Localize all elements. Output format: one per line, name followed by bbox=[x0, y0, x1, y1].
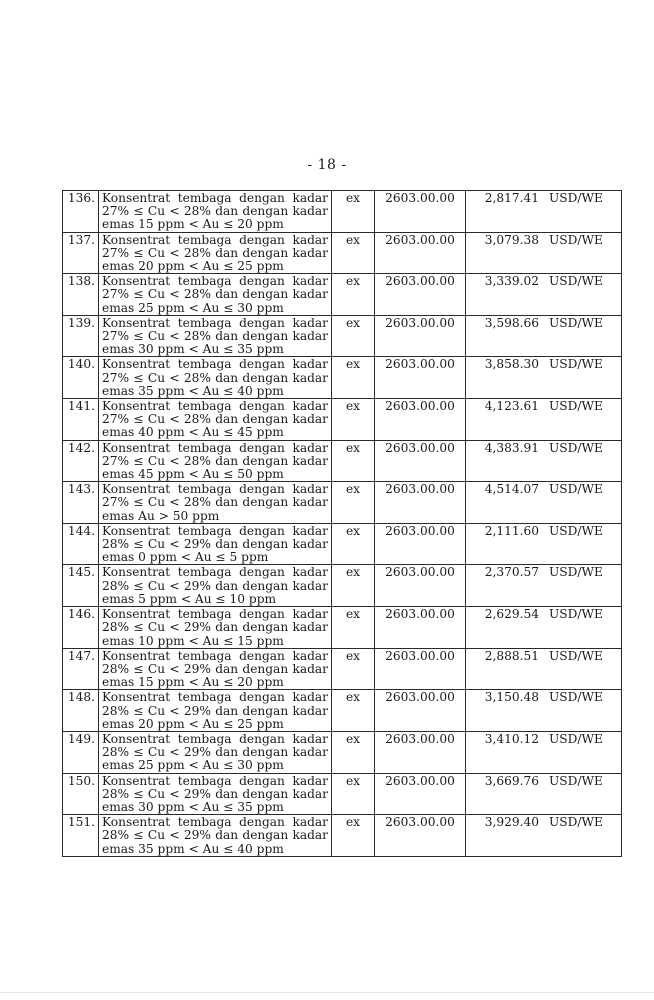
price-amount: 3,150.48 bbox=[484, 690, 539, 705]
price-unit: USD/WE bbox=[549, 274, 603, 289]
hs-code: 2603.00.00 bbox=[375, 565, 466, 607]
row-number: 148. bbox=[63, 690, 99, 732]
price-amount: 3,669.76 bbox=[484, 773, 539, 788]
product-description: Konsentrat tembaga dengan kadar 28% ≤ Cu < 29% dan dengan kadar emas 10 ppm < Au ≤ 15 ppm bbox=[99, 607, 332, 649]
price-unit: USD/WE bbox=[549, 607, 603, 622]
hs-code: 2603.00.00 bbox=[375, 731, 466, 773]
table-row bbox=[63, 648, 622, 690]
ex-marker: ex bbox=[332, 731, 375, 773]
table-row bbox=[63, 565, 622, 607]
reference-price-cell bbox=[466, 274, 622, 316]
price-amount: 3,929.40 bbox=[484, 815, 539, 830]
product-description: Konsentrat tembaga dengan kadar 27% ≤ Cu < 28% dan dengan kadar emas 15 ppm < Au ≤ 20 ppm bbox=[99, 191, 332, 233]
table-row bbox=[63, 315, 622, 357]
product-description: Konsentrat tembaga dengan kadar 27% ≤ Cu < 28% dan dengan kadar emas 25 ppm < Au ≤ 30 ppm bbox=[99, 274, 332, 316]
row-number: 147. bbox=[63, 648, 99, 690]
table-row bbox=[63, 690, 622, 732]
hs-code: 2603.00.00 bbox=[375, 523, 466, 565]
row-number: 136. bbox=[63, 191, 99, 233]
product-description: Konsentrat tembaga dengan kadar 28% ≤ Cu < 29% dan dengan kadar emas 20 ppm < Au ≤ 25 ppm bbox=[99, 690, 332, 732]
row-number: 141. bbox=[63, 399, 99, 441]
table-row bbox=[63, 399, 622, 441]
reference-price-cell bbox=[466, 648, 622, 690]
price-unit: USD/WE bbox=[549, 565, 603, 580]
table-row bbox=[63, 523, 622, 565]
row-number: 144. bbox=[63, 523, 99, 565]
product-description: Konsentrat tembaga dengan kadar 28% ≤ Cu < 29% dan dengan kadar emas 5 ppm < Au ≤ 10 ppm bbox=[99, 565, 332, 607]
price-amount: 2,629.54 bbox=[484, 607, 539, 622]
product-description: Konsentrat tembaga dengan kadar 27% ≤ Cu < 28% dan dengan kadar emas 20 ppm < Au ≤ 25 ppm bbox=[99, 232, 332, 274]
reference-price-cell bbox=[466, 815, 622, 857]
table-row bbox=[63, 773, 622, 815]
reference-price-cell bbox=[466, 191, 622, 233]
hs-code: 2603.00.00 bbox=[375, 315, 466, 357]
table-row bbox=[63, 482, 622, 524]
hs-code: 2603.00.00 bbox=[375, 232, 466, 274]
price-unit: USD/WE bbox=[549, 357, 603, 372]
product-description: Konsentrat tembaga dengan kadar 27% ≤ Cu < 28% dan dengan kadar emas 45 ppm < Au ≤ 50 ppm bbox=[99, 440, 332, 482]
footer-divider bbox=[0, 992, 654, 993]
reference-price-cell bbox=[466, 482, 622, 524]
product-description: Konsentrat tembaga dengan kadar 28% ≤ Cu < 29% dan dengan kadar emas 0 ppm < Au ≤ 5 ppm bbox=[99, 523, 332, 565]
row-number: 140. bbox=[63, 357, 99, 399]
hs-code: 2603.00.00 bbox=[375, 607, 466, 649]
price-unit: USD/WE bbox=[549, 482, 603, 497]
table-row bbox=[63, 815, 622, 857]
row-number: 137. bbox=[63, 232, 99, 274]
price-unit: USD/WE bbox=[549, 690, 603, 705]
ex-marker: ex bbox=[332, 357, 375, 399]
ex-marker: ex bbox=[332, 191, 375, 233]
row-number: 138. bbox=[63, 274, 99, 316]
product-description: Konsentrat tembaga dengan kadar 28% ≤ Cu < 29% dan dengan kadar emas 25 ppm < Au ≤ 30 ppm bbox=[99, 731, 332, 773]
ex-marker: ex bbox=[332, 440, 375, 482]
product-description: Konsentrat tembaga dengan kadar 28% ≤ Cu < 29% dan dengan kadar emas 35 ppm < Au ≤ 40 ppm bbox=[99, 815, 332, 857]
ex-marker: ex bbox=[332, 232, 375, 274]
reference-price-cell bbox=[466, 731, 622, 773]
reference-price-cell bbox=[466, 232, 622, 274]
reference-price-cell bbox=[466, 773, 622, 815]
row-number: 150. bbox=[63, 773, 99, 815]
ex-marker: ex bbox=[332, 565, 375, 607]
price-amount: 4,514.07 bbox=[484, 482, 539, 497]
hs-code: 2603.00.00 bbox=[375, 690, 466, 732]
price-amount: 2,111.60 bbox=[484, 523, 539, 538]
price-unit: USD/WE bbox=[549, 731, 603, 746]
price-unit: USD/WE bbox=[549, 399, 603, 414]
ex-marker: ex bbox=[332, 315, 375, 357]
price-unit: USD/WE bbox=[549, 773, 603, 788]
price-unit: USD/WE bbox=[549, 523, 603, 538]
hs-code: 2603.00.00 bbox=[375, 274, 466, 316]
ex-marker: ex bbox=[332, 773, 375, 815]
product-description: Konsentrat tembaga dengan kadar 27% ≤ Cu < 28% dan dengan kadar emas 35 ppm < Au ≤ 40 ppm bbox=[99, 357, 332, 399]
price-amount: 3,079.38 bbox=[484, 232, 539, 247]
price-amount: 2,370.57 bbox=[484, 565, 539, 580]
row-number: 139. bbox=[63, 315, 99, 357]
ex-marker: ex bbox=[332, 523, 375, 565]
ex-marker: ex bbox=[332, 815, 375, 857]
hs-code: 2603.00.00 bbox=[375, 482, 466, 524]
row-number: 149. bbox=[63, 731, 99, 773]
hs-code: 2603.00.00 bbox=[375, 773, 466, 815]
reference-price-cell bbox=[466, 399, 622, 441]
price-amount: 3,598.66 bbox=[484, 315, 539, 330]
ex-marker: ex bbox=[332, 607, 375, 649]
price-unit: USD/WE bbox=[549, 315, 603, 330]
reference-price-cell bbox=[466, 523, 622, 565]
price-unit: USD/WE bbox=[549, 232, 603, 247]
reference-price-cell bbox=[466, 357, 622, 399]
tariff-table-body bbox=[63, 191, 622, 857]
table-row bbox=[63, 274, 622, 316]
price-unit: USD/WE bbox=[549, 815, 603, 830]
hs-code: 2603.00.00 bbox=[375, 440, 466, 482]
price-amount: 2,888.51 bbox=[484, 648, 539, 663]
reference-price-cell bbox=[466, 440, 622, 482]
price-amount: 2,817.41 bbox=[484, 191, 539, 205]
row-number: 151. bbox=[63, 815, 99, 857]
product-description: Konsentrat tembaga dengan kadar 27% ≤ Cu < 28% dan dengan kadar emas 30 ppm < Au ≤ 35 ppm bbox=[99, 315, 332, 357]
row-number: 143. bbox=[63, 482, 99, 524]
hs-code: 2603.00.00 bbox=[375, 191, 466, 233]
product-description: Konsentrat tembaga dengan kadar 27% ≤ Cu < 28% dan dengan kadar emas 40 ppm < Au ≤ 45 ppm bbox=[99, 399, 332, 441]
page-number: - 18 - bbox=[307, 157, 347, 173]
ex-marker: ex bbox=[332, 648, 375, 690]
hs-code: 2603.00.00 bbox=[375, 399, 466, 441]
table-row bbox=[63, 731, 622, 773]
price-unit: USD/WE bbox=[549, 440, 603, 455]
reference-price-cell bbox=[466, 607, 622, 649]
price-amount: 3,410.12 bbox=[484, 731, 539, 746]
table-row bbox=[63, 440, 622, 482]
ex-marker: ex bbox=[332, 690, 375, 732]
reference-price-cell bbox=[466, 315, 622, 357]
hs-code: 2603.00.00 bbox=[375, 648, 466, 690]
reference-price-cell bbox=[466, 565, 622, 607]
price-amount: 4,123.61 bbox=[484, 399, 539, 414]
price-amount: 3,858.30 bbox=[484, 357, 539, 372]
ex-marker: ex bbox=[332, 274, 375, 316]
product-description: Konsentrat tembaga dengan kadar 28% ≤ Cu < 29% dan dengan kadar emas 15 ppm < Au ≤ 20 ppm bbox=[99, 648, 332, 690]
row-number: 142. bbox=[63, 440, 99, 482]
reference-price-cell bbox=[466, 690, 622, 732]
ex-marker: ex bbox=[332, 482, 375, 524]
row-number: 146. bbox=[63, 607, 99, 649]
price-unit: USD/WE bbox=[549, 191, 603, 205]
product-description: Konsentrat tembaga dengan kadar 27% ≤ Cu < 28% dan dengan kadar emas Au > 50 ppm bbox=[99, 482, 332, 524]
table-row bbox=[63, 357, 622, 399]
price-amount: 4,383.91 bbox=[484, 440, 539, 455]
price-amount: 3,339.02 bbox=[484, 274, 539, 289]
hs-code: 2603.00.00 bbox=[375, 357, 466, 399]
row-number: 145. bbox=[63, 565, 99, 607]
table-row bbox=[63, 232, 622, 274]
price-unit: USD/WE bbox=[549, 648, 603, 663]
product-description: Konsentrat tembaga dengan kadar 28% ≤ Cu < 29% dan dengan kadar emas 30 ppm < Au ≤ 35 ppm bbox=[99, 773, 332, 815]
hs-code: 2603.00.00 bbox=[375, 815, 466, 857]
table-row bbox=[63, 191, 622, 233]
ex-marker: ex bbox=[332, 399, 375, 441]
tariff-table bbox=[62, 190, 622, 857]
table-row bbox=[63, 607, 622, 649]
